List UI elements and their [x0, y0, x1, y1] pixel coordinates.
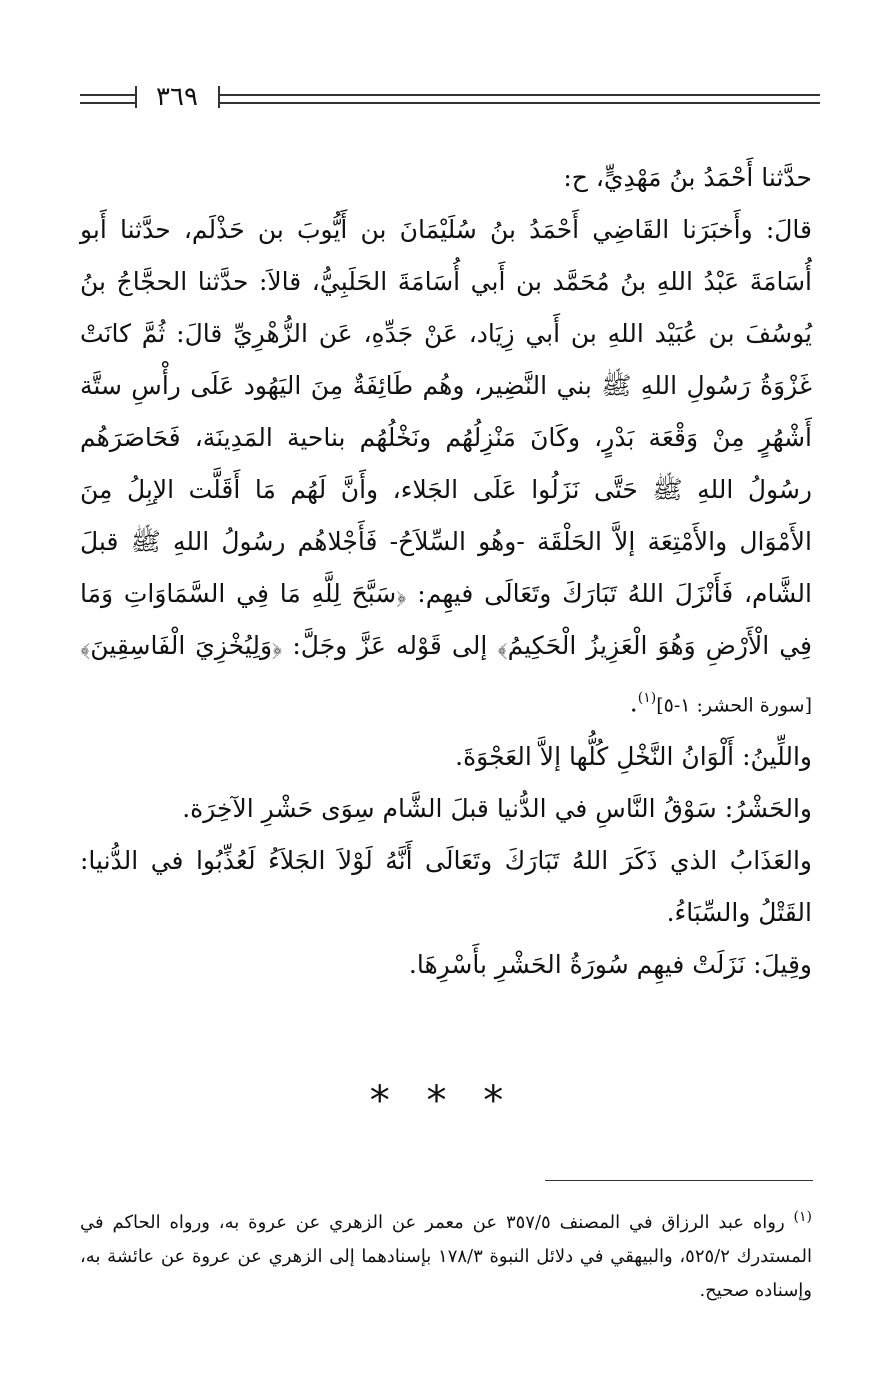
paragraph: واللِّينُ: أَلْوَانُ النَّخْلِ كُلُّها إلاَّ العَجْوَةَ. [455, 742, 812, 772]
section-separator: * * * [369, 1078, 516, 1124]
page-number: ٣٦٩ [156, 82, 198, 112]
header-tick [135, 86, 137, 108]
footnote-text: رواه عبد الرزاق في المصنف ٣٥٧/٥ عن معمر عن الزهري عن عروة به، ورواه الحاكم في المستدرك ٥٢٥/٢، والبيهقي في دلائل النبوة ١٧٨/٣ بإسنادهما إلى الزهري عن عروة عن عائشة به، وإسناده صحيح. [80, 1212, 812, 1301]
quran-reference: [سورة الحشر: ١-٥] [656, 694, 812, 717]
header-rule-left [80, 94, 135, 104]
header-rule-right [220, 94, 820, 104]
footnote-marker: (١) [637, 690, 657, 706]
main-text [80, 152, 812, 991]
footnote [80, 1200, 812, 1308]
paragraph: والحَشْرُ: سَوْقُ النَّاسِ في الدُّنيا قبلَ الشَّام سِوَى حَشْرِ الآخِرَة. [182, 794, 812, 824]
footnote-rule [545, 1180, 813, 1181]
paragraph: حدَّثنا أَحْمَدُ بنُ مَهْدِيٍّ، ح: [563, 163, 812, 192]
page-header [80, 80, 820, 120]
period: . [629, 688, 638, 718]
paragraph: وقِيلَ: نَزَلَتْ فيهِم سُورَةُ الحَشْرِ بأَسْرِهَا. [408, 950, 812, 980]
footnote-number: (١) [793, 1209, 812, 1225]
paragraph-text: قالَ: وأَخبَرَنا القَاضِي أَحْمَدُ بنُ سُلَيْمَانَ بن أَيُّوبَ بن حَذْلَم، حدَّثنا أَبو أُسَامَةَ عَبْدُ اللهِ بنُ مُحَمَّد بن أَبي أُسَامَةَ الحَلَبِيُّ، قالاَ: حدَّثنا الحجَّاجُ بنُ يُوسُفَ بن عُبَيْد اللهِ بن أَبي زِيَاد، عَنْ جَدِّهِ، عَن الزُّهْرِيِّ قالَ: ثُمَّ كانَتْ غَزْوَةُ رَسُولِ اللهِ ﷺ بني النَّضِير، وهُم طَائِفَةٌ مِنَ اليَهُود عَلَى رأْسِ ستَّة أَشْهُرٍ مِنْ وَقْعَة بَدْرٍ، وكَانَ مَنْزِلُهُم ونَخْلُهُم بناحية المَدِينَة، فَحَاصَرَهُم رسُولُ اللهِ ﷺ حَتَّى نَزَلُوا عَلَى الجَلاء، وأَنَّ لَهُم مَا أَقَلَّت الإبِلُ مِنَ الأَمْوَال والأَمْتِعَة إلاَّ الحَلْقَة -وهُو السِّلاَحُ- فَأَجْلاهُم رسُولُ اللهِ ﷺ قبلَ الشَّام، فَأَنْزَلَ اللهُ تَبَارَكَ وتَعَالَى فيهِم: ﴿سَبَّحَ لِلَّهِ مَا فِي السَّمَاوَاتِ وَمَا فِي الْأَرْضِ وَهُوَ الْعَزِيزُ الْحَكِيمُ﴾ إلى قَوْله عَزَّ وجَلَّ: ﴿وَلِيُخْزِيَ الْفَاسِقِينَ﴾ [80, 215, 813, 660]
paragraph: والعَذَابُ الذي ذَكَرَ اللهُ تَبَارَكَ وتَعَالَى أَنَّهُ لَوْلاَ الجَلاَءُ لَعُذِّبُوا في الدُّنيا: القَتْلُ والسِّبَاءُ. [80, 846, 812, 928]
paragraph [80, 204, 812, 731]
